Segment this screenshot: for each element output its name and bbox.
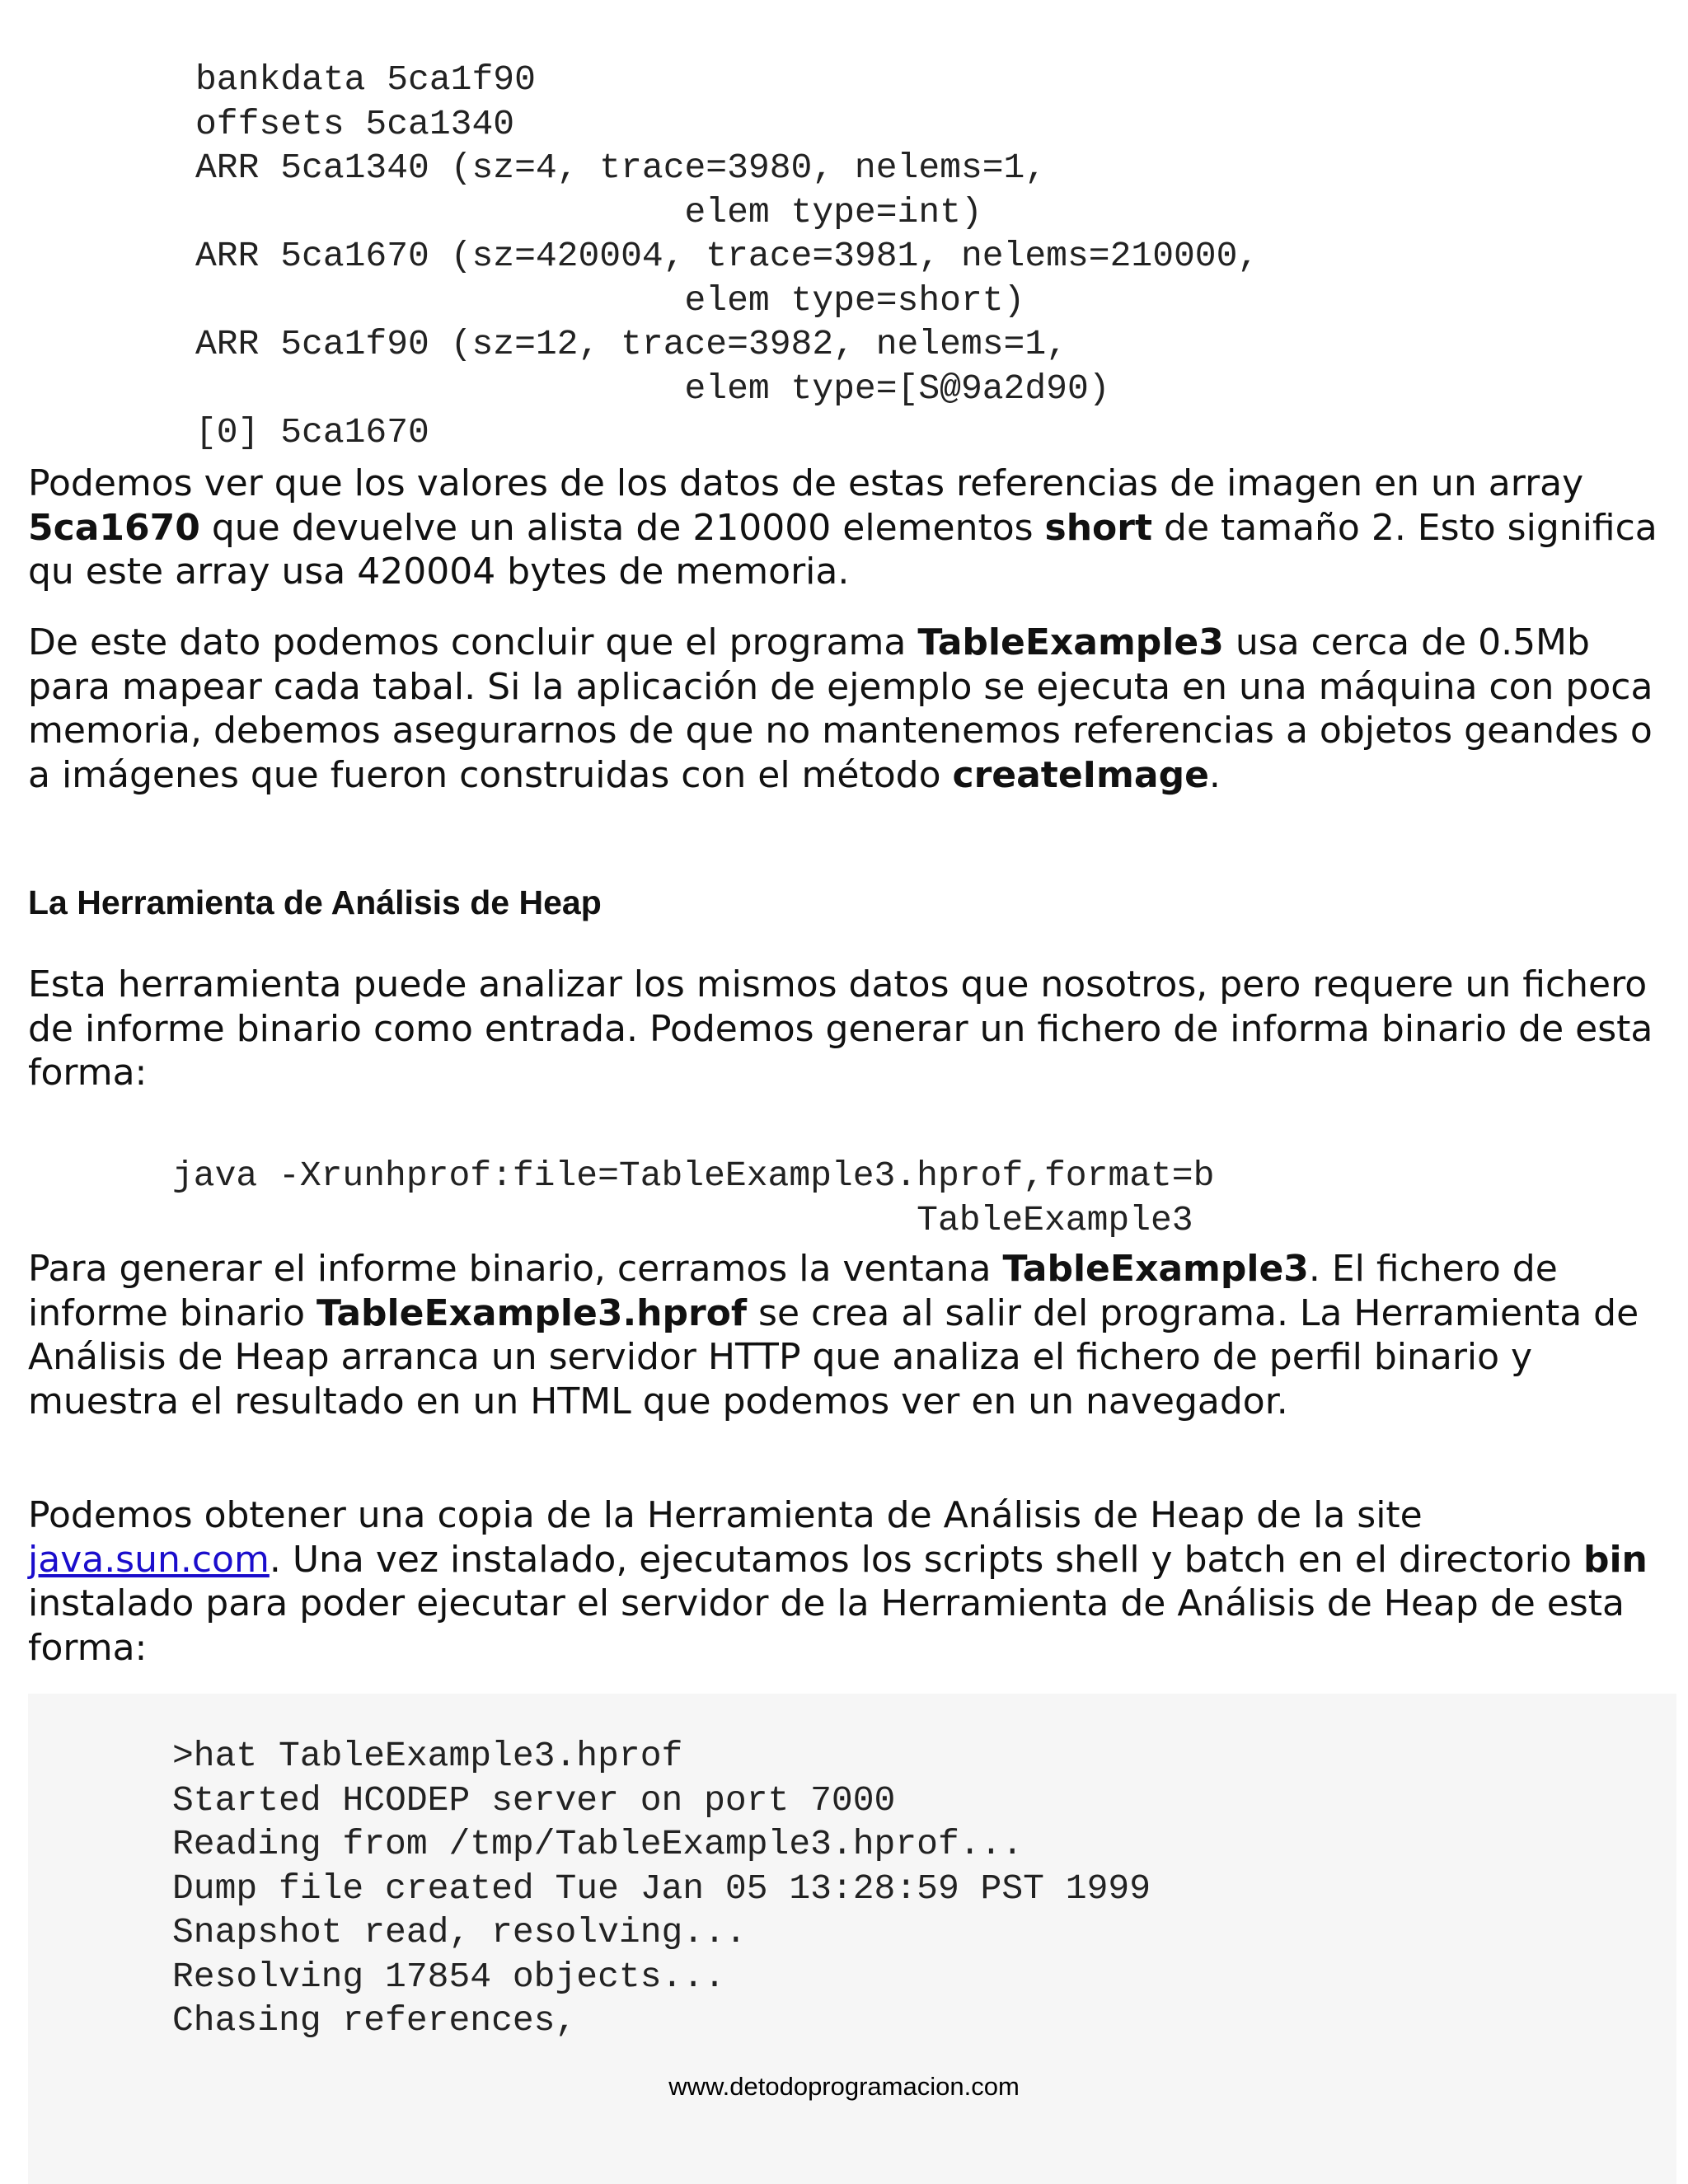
code-line: Reading from /tmp/TableExample3.hprof...: [172, 1824, 1024, 1864]
code-line: bankdata 5ca1f90: [195, 59, 536, 100]
paragraph-memory-conclusion: [28, 621, 1668, 797]
bold-term: TableExample3.hprof: [316, 1291, 748, 1334]
bold-term: createImage: [952, 753, 1209, 796]
code-line: offsets 5ca1340: [195, 103, 515, 144]
java-sun-link[interactable]: java.sun.com: [28, 1538, 270, 1581]
bold-term: TableExample3: [1002, 1248, 1309, 1290]
code-line: ARR 5ca1340 (sz=4, trace=3980, nelems=1,: [195, 148, 1047, 188]
code-line: ARR 5ca1670 (sz=420004, trace=3981, nelems=210000,: [195, 236, 1259, 276]
code-line: Dump file created Tue Jan 05 13:28:59 PST 1999: [172, 1868, 1151, 1909]
code-line: Snapshot read, resolving...: [172, 1912, 747, 1952]
code-line: elem type=int): [195, 191, 982, 232]
code-block-hat-output: [172, 1734, 1151, 2043]
code-line: [0] 5ca1670: [195, 412, 429, 452]
paragraph-obtain-tool: [28, 1493, 1668, 1670]
section-heading: La Herramienta de Análisis de Heap: [28, 883, 602, 921]
bold-term: TableExample3: [917, 621, 1224, 663]
code-line: elem type=short): [195, 279, 1025, 321]
code-line: java -Xrunhprof:file=TableExample3.hprof,format=b: [172, 1155, 1215, 1196]
code-line: Chasing references,: [172, 2000, 577, 2041]
paragraph-binary-report: [28, 1247, 1668, 1423]
bold-term: short: [1044, 506, 1153, 549]
text-run: usa cerca de 0.5Mb para mapear cada tabal. Si la aplicación de ejemplo se ejecuta en una máquina con poca memoria, debemos asegurarnos de que no mantenemos referencias a objetos geandes o a imágenes que fueron construidas con el método: [28, 621, 1653, 796]
text-run: se crea al salir del programa. La Herramienta de Análisis de Heap arranca un servidor HTTP que analiza el fichero de perfil binario y muestra el resultado en un HTML que podemos ver en un navegador.: [28, 1291, 1639, 1422]
code-block-java-command: [172, 1154, 1214, 1242]
bold-term: 5ca1670: [28, 506, 200, 549]
code-line: ARR 5ca1f90 (sz=12, trace=3982, nelems=1,: [195, 324, 1067, 364]
text-run: De este dato podemos concluir que el programa: [28, 621, 918, 663]
text-run: . El fichero de informe binario: [28, 1248, 1558, 1334]
code-line: >hat TableExample3.hprof: [172, 1736, 683, 1776]
code-line: Resolving 17854 objects...: [172, 1956, 725, 1997]
text-run: .: [1208, 753, 1221, 796]
page-footer-url: www.detodoprogramacion.com: [668, 2072, 1020, 2101]
code-line: elem type=[S@9a2d90): [195, 368, 1110, 409]
text-run: Podemos ver que los valores de los datos de estas referencias de imagen en un array: [28, 462, 1584, 504]
paragraph-tool-intro: Esta herramienta puede analizar los mismos datos que nosotros, pero requere un fichero de informe binario como entrada. Podemos generar un fichero de informa binario de esta forma:: [28, 963, 1653, 1094]
text-run: de tamaño 2. Esto significa qu este array usa 420004 bytes de memoria.: [28, 506, 1658, 593]
text-run: Podemos obtener una copia de la Herramienta de Análisis de Heap de la site: [28, 1494, 1423, 1536]
text-run: que devuelve un alista de 210000 elementos: [199, 506, 1045, 549]
code-line: TableExample3: [172, 1199, 1193, 1240]
bold-term: bin: [1582, 1538, 1648, 1581]
text-run: Para generar el informe binario, cerramos la ventana: [28, 1248, 1003, 1290]
text-run: . Una vez instalado, ejecutamos los scripts shell y batch en el directorio: [269, 1538, 1583, 1581]
code-block-heap-dump: [195, 58, 1259, 455]
text-run: instalado para poder ejecutar el servidor de la Herramienta de Análisis de Heap de esta forma:: [28, 1582, 1625, 1669]
code-line: Started HCODEP server on port 7000: [172, 1779, 896, 1821]
paragraph-array-values: [28, 462, 1668, 594]
